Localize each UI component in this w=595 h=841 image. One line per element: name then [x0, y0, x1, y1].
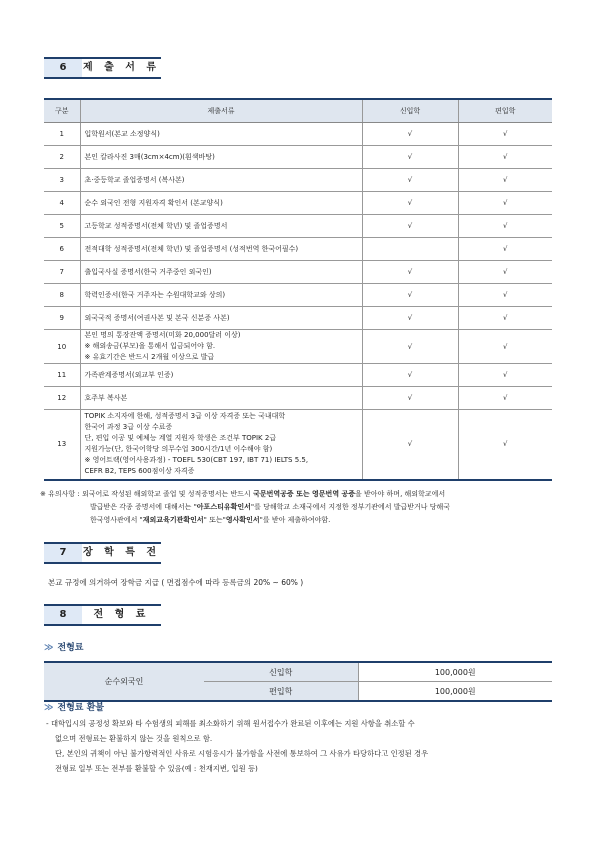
document-line: 가족관계증명서(외교부 인증) [84, 370, 174, 379]
fee-amount: 100,000원 [358, 662, 552, 682]
row-number: 11 [44, 364, 80, 387]
row-number: 4 [44, 192, 80, 215]
note-text: " 또는" [203, 516, 226, 524]
required-documents-table [44, 98, 552, 481]
table-row [44, 662, 552, 682]
table-row [44, 364, 552, 387]
fee-type: 편입학 [204, 682, 358, 702]
transfer-admission-check: √ [458, 146, 552, 169]
new-admission-check: √ [362, 330, 458, 364]
refund-subheading [44, 700, 104, 713]
new-admission-check: √ [362, 387, 458, 410]
table-row [44, 192, 552, 215]
table-row [44, 146, 552, 169]
new-admission-check: √ [362, 215, 458, 238]
document-line: 본인 칼라사진 3매(3cm×4cm)(흰색바탕) [84, 152, 215, 161]
note-text: 을 받아야 하며, 해외학교에서 [355, 490, 446, 498]
section-title: 제 출 서 류 [82, 57, 161, 79]
row-number: 1 [44, 123, 80, 146]
document-name [80, 410, 362, 480]
double-chevron-icon: ≫ [44, 643, 54, 653]
table-row [44, 238, 552, 261]
document-line: CEFR B2, TEPS 600점이상 자격증 [84, 467, 195, 476]
document-line: 출입국사실 증명서(한국 거주중인 외국인) [84, 267, 212, 276]
document-line: 호주부 복사본 [84, 393, 128, 402]
document-name [80, 387, 362, 410]
transfer-admission-check: √ [458, 307, 552, 330]
document-name [80, 192, 362, 215]
transfer-admission-check: √ [458, 387, 552, 410]
document-name [80, 364, 362, 387]
transfer-admission-check: √ [458, 238, 552, 261]
section-number: 6 [44, 57, 82, 79]
document-line: ※ 유효기간은 반드시 2개월 이상으로 발급 [84, 353, 215, 361]
document-line: 고등학교 성적증명서(전체 학년) 및 졸업증명서 [84, 221, 228, 230]
transfer-admission-check: √ [458, 330, 552, 364]
table-row [44, 169, 552, 192]
col-header-no: 구분 [44, 99, 80, 123]
section-number: 7 [44, 542, 82, 564]
fee-table [44, 661, 552, 702]
table-row [44, 215, 552, 238]
scholarship-text: 본교 규정에 의거하여 장학금 지급 ( 면접점수에 따라 등록금의 20% ~ 60% ) [48, 578, 304, 587]
document-line: ※ 해외송금(부모)을 통해서 입금되어야 함. [84, 342, 216, 350]
row-number: 6 [44, 238, 80, 261]
document-name [80, 146, 362, 169]
document-line: 본인 명의 통장잔액 증명서(미화 20,000달러 이상) [84, 331, 241, 339]
fee-category: 순수외국인 [44, 662, 204, 701]
new-admission-check: √ [362, 146, 458, 169]
document-name [80, 215, 362, 238]
note-emphasis: 재외교육기관확인서 [142, 516, 204, 524]
section-6-header [44, 57, 161, 79]
document-line: 지원가능(단, 한국어학당 의무수업 300시간/1년 이수해야 함) [84, 445, 273, 454]
transfer-admission-check: √ [458, 192, 552, 215]
new-admission-check: √ [362, 410, 458, 480]
section-title: 전 형 료 [82, 604, 161, 626]
new-admission-check: √ [362, 364, 458, 387]
row-number: 8 [44, 284, 80, 307]
note-emphasis: 아포스티유확인서 [196, 503, 251, 511]
fee-heading-text: 전형료 [57, 643, 84, 653]
document-name [80, 284, 362, 307]
fee-type: 신입학 [204, 662, 358, 682]
row-number: 13 [44, 410, 80, 480]
row-number: 9 [44, 307, 80, 330]
notice-text [40, 488, 560, 527]
note-text: 한국영사관에서 " [90, 516, 143, 524]
document-line: 순수 외국인 전형 지원자격 확인서 (본교양식) [84, 198, 223, 207]
document-name [80, 169, 362, 192]
row-number: 5 [44, 215, 80, 238]
transfer-admission-check: √ [458, 123, 552, 146]
document-name [80, 330, 362, 364]
refund-line: 단, 본인의 귀책이 아닌 불가항력적인 사유로 시험응시가 불가함을 사전에 통보하여 그 사유가 타당하다고 인정된 경우 [55, 749, 429, 758]
transfer-admission-check: √ [458, 284, 552, 307]
row-number: 2 [44, 146, 80, 169]
note-emphasis: 영사확인서 [225, 516, 260, 524]
table-row [44, 284, 552, 307]
note-text: "를 받아 제출하여야함. [259, 516, 331, 524]
new-admission-check: √ [362, 261, 458, 284]
document-line: 학력인증서(한국 거주자는 수원대학교와 상의) [84, 290, 226, 299]
new-admission-check: √ [362, 307, 458, 330]
note-text: 발급받은 각종 증명서에 대해서는 " [90, 503, 197, 511]
row-number: 10 [44, 330, 80, 364]
col-header-new: 신입학 [362, 99, 458, 123]
note-text: ※ 유의사항 : 외국어로 작성된 해외학교 졸업 및 성적증명서는 반드시 [40, 490, 254, 498]
document-line: 입학원서(본교 소정양식) [84, 129, 160, 138]
document-line: 단, 편입 이공 및 예체능 계열 지원자 학생은 조건부 TOPIK 2급 [84, 434, 277, 443]
refund-line: - 대학입시의 공정성 확보와 타 수험생의 피해를 최소화하기 위해 원서접수가 완료된 이후에는 지원 사항을 취소할 수 [46, 719, 415, 728]
section-8-header [44, 604, 161, 626]
row-number: 7 [44, 261, 80, 284]
document-line: 전적대학 성적증명서(전체 학년) 및 졸업증명서 (성적번역 한국어필수) [84, 244, 299, 253]
col-header-document: 제출서류 [80, 99, 362, 123]
row-number: 12 [44, 387, 80, 410]
note-text: "를 당해학교 소재국에서 지정한 정부기관에서 발급받거나 당해국 [250, 503, 451, 511]
document-name [80, 307, 362, 330]
col-header-transfer: 편입학 [458, 99, 552, 123]
double-chevron-icon: ≫ [44, 703, 54, 713]
section-7-header [44, 542, 161, 564]
new-admission-check [362, 238, 458, 261]
table-row [44, 307, 552, 330]
transfer-admission-check: √ [458, 410, 552, 480]
transfer-admission-check: √ [458, 364, 552, 387]
transfer-admission-check: √ [458, 215, 552, 238]
row-number: 3 [44, 169, 80, 192]
table-header-row [44, 99, 552, 123]
fee-subheading [44, 640, 84, 653]
transfer-admission-check: √ [458, 169, 552, 192]
document-line: 초·중등학교 졸업증명서 (복사본) [84, 175, 185, 184]
fee-amount: 100,000원 [358, 682, 552, 702]
section-title: 장 학 특 전 [82, 542, 161, 564]
note-emphasis: 국문번역공증 또는 영문번역 공증 [253, 490, 356, 498]
table-row [44, 410, 552, 480]
transfer-admission-check: √ [458, 261, 552, 284]
document-line: TOPIK 소지자에 한해, 성적증명서 3급 이상 자격증 또는 국내대학 [84, 412, 286, 421]
document-name [80, 123, 362, 146]
table-row [44, 123, 552, 146]
document-line: 한국어 과정 3급 이상 수료증 [84, 423, 173, 432]
refund-line: 없으며 전형료는 환불하지 않는 것을 원칙으로 함. [55, 734, 213, 743]
section-number: 8 [44, 604, 82, 626]
document-name [80, 261, 362, 284]
refund-heading-text: 전형료 환불 [57, 703, 105, 713]
document-line: ※ 영어트랙(영어사용과정) - TOEFL 530(CBT 197, IBT 71) IELTS 5.5, [84, 456, 309, 465]
table-row [44, 387, 552, 410]
document-line: 외국국적 증명서(여권사본 및 본국 신분증 사본) [84, 313, 230, 322]
new-admission-check: √ [362, 169, 458, 192]
document-name [80, 238, 362, 261]
table-row [44, 261, 552, 284]
new-admission-check: √ [362, 123, 458, 146]
new-admission-check: √ [362, 192, 458, 215]
refund-text [46, 716, 561, 776]
table-row [44, 330, 552, 364]
refund-line: 전형료 일부 또는 전부를 환불할 수 있음(예 : 천재지변, 입원 등) [55, 764, 258, 773]
new-admission-check: √ [362, 284, 458, 307]
